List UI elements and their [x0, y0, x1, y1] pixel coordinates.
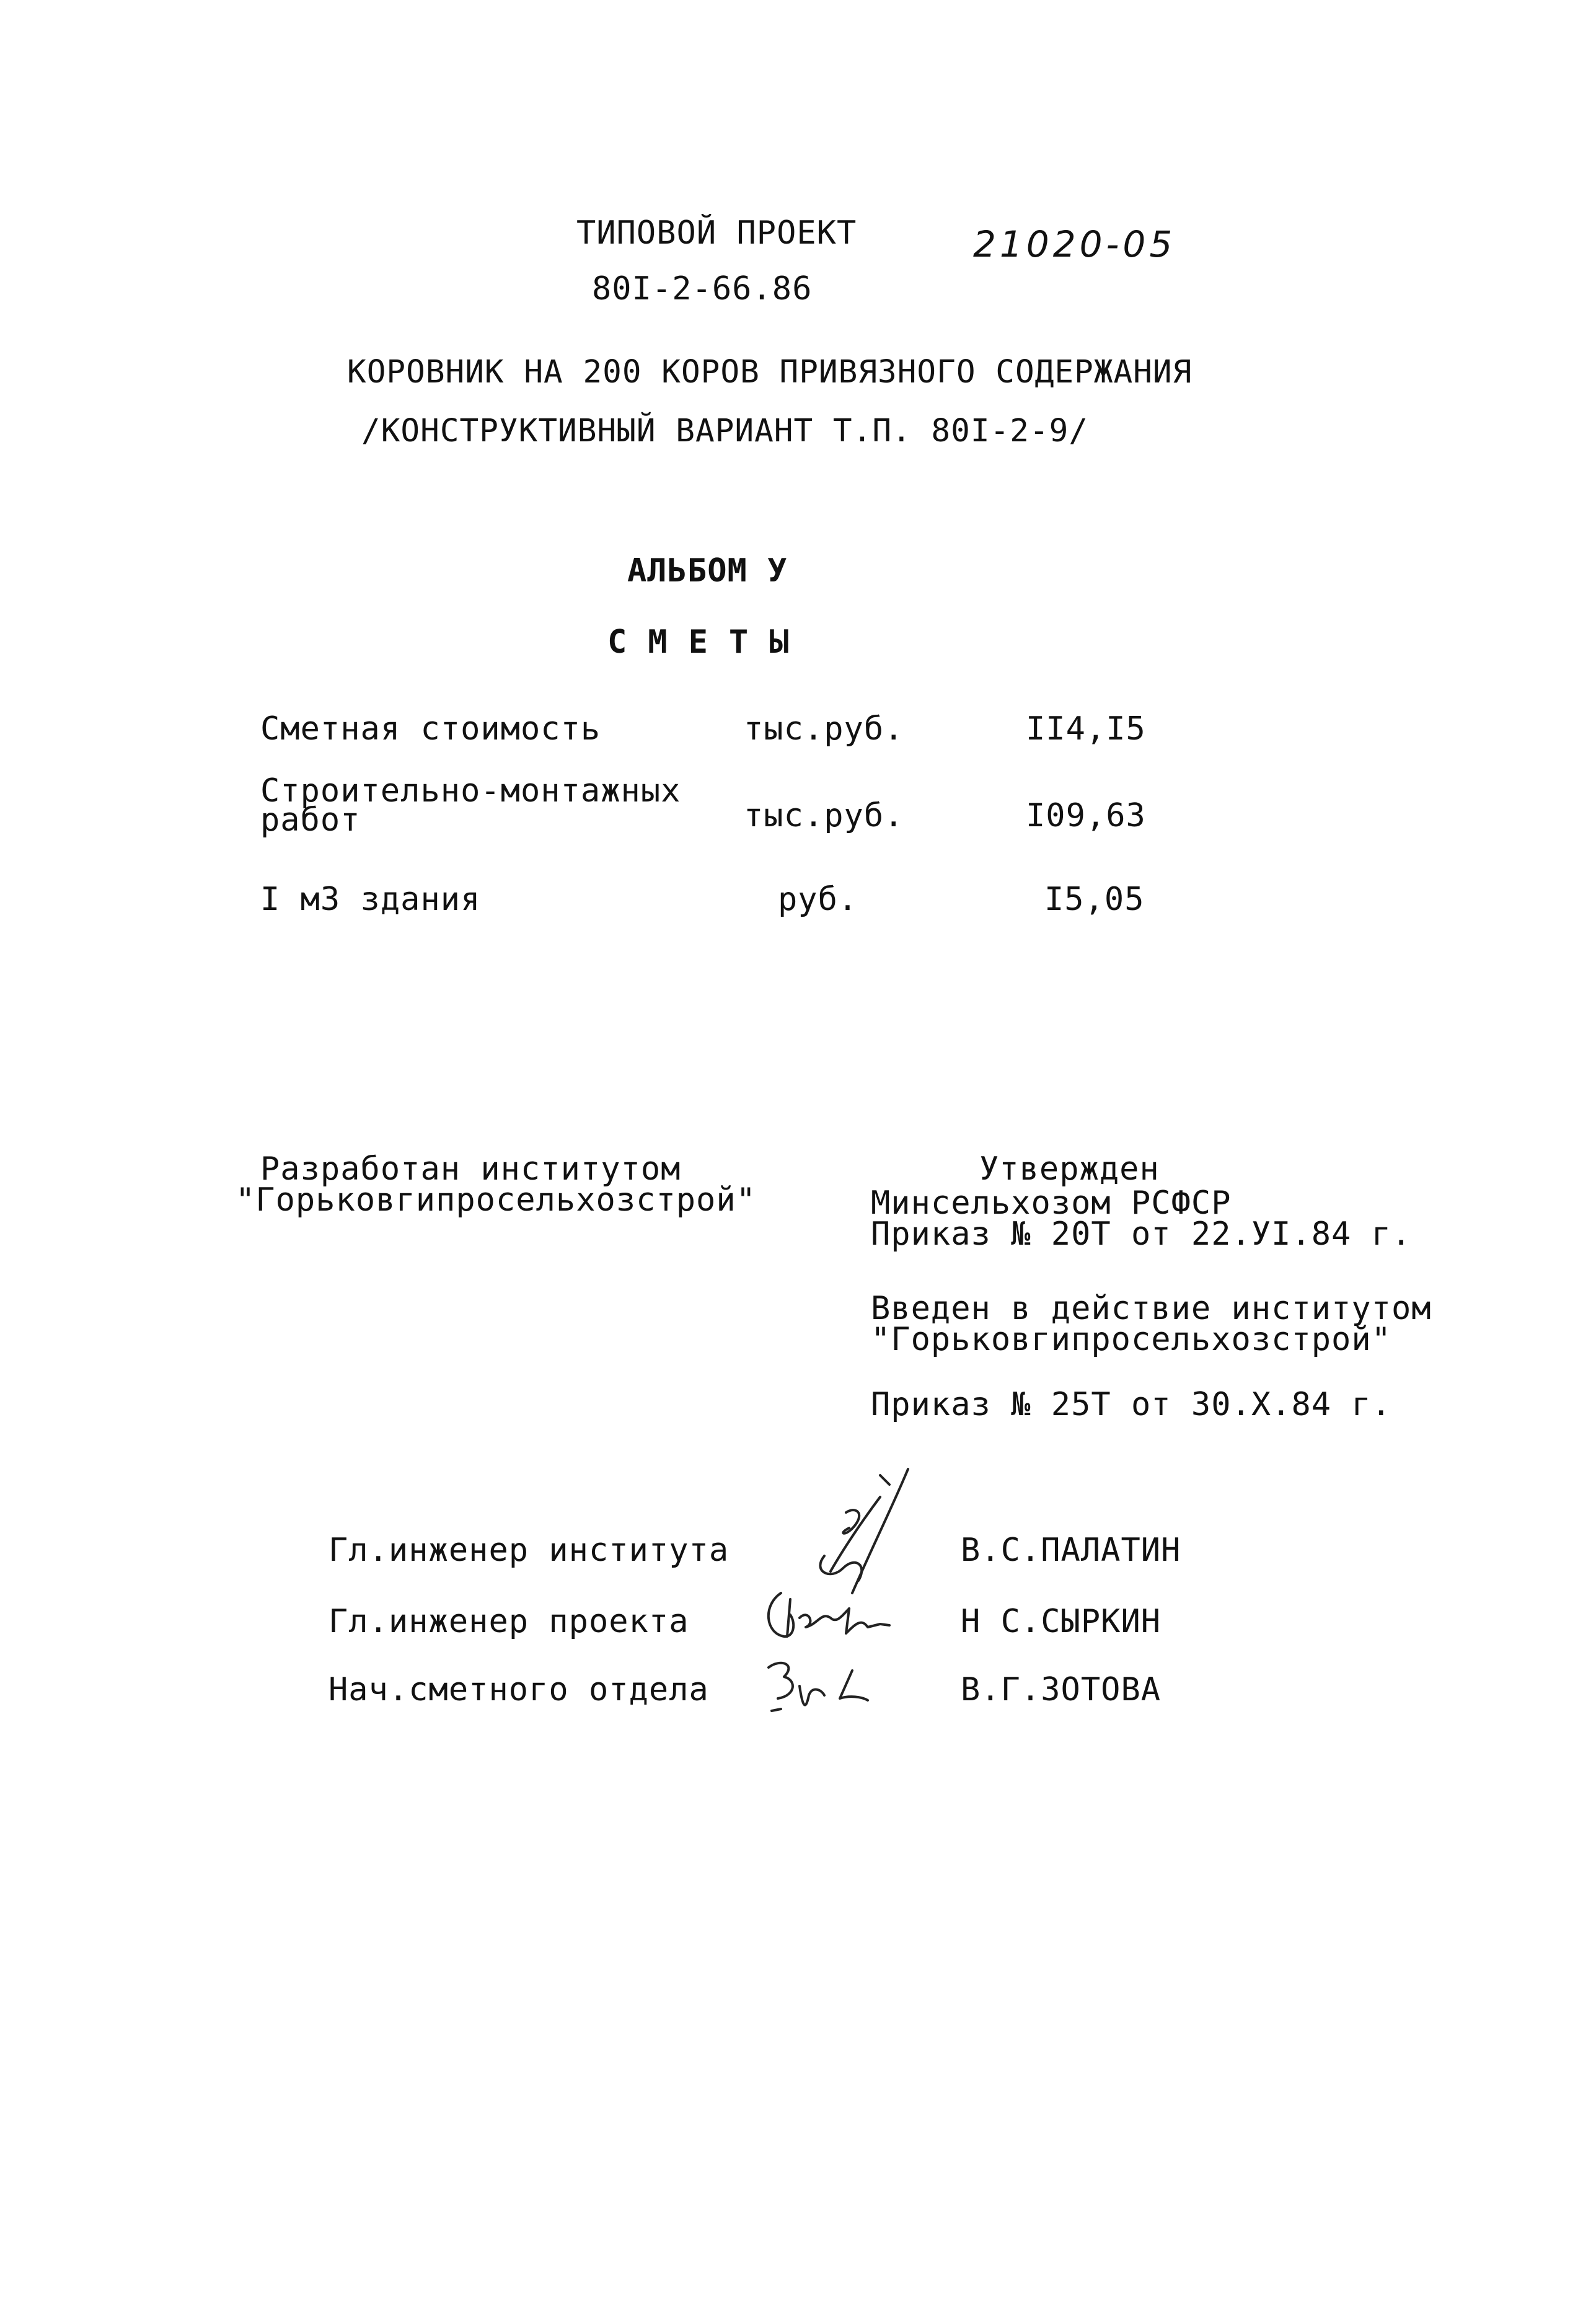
approval-order: Приказ № 20Т от 22.УI.84 г.	[871, 1216, 1412, 1253]
cost-label-3: I м3 здания	[260, 881, 481, 918]
signatory-position-1: Гл.инженер института	[328, 1532, 730, 1569]
approval-heading: Утвержден	[979, 1150, 1160, 1188]
signatory-position-2: Гл.инженер проекта	[328, 1603, 689, 1640]
signatory-position-3: Нач.сметного отдела	[328, 1671, 709, 1708]
developer-line-1: Разработан институтом	[260, 1150, 681, 1188]
cost-label-1: Сметная стоимость	[260, 710, 601, 748]
signature-2	[756, 1581, 899, 1649]
cost-value-3: I5,05	[1044, 881, 1145, 918]
cost-value-1: II4,I5	[1026, 710, 1146, 748]
doc-type: ТИПОВОЙ ПРОЕКТ	[576, 214, 857, 252]
signatory-name-1: В.С.ПАЛАТИН	[961, 1532, 1181, 1569]
album-label: АЛЬБОМ У	[627, 552, 788, 589]
signatory-name-3: В.Г.ЗОТОВА	[961, 1671, 1162, 1708]
developer-line-2: "Горьковгипросельхозстрой"	[236, 1181, 756, 1219]
title-line-2: /КОНСТРУКТИВНЫЙ ВАРИАНТ Т.П. 80I-2-9/	[361, 413, 1089, 449]
introduced-line-2: "Горьковгипросельхозстрой"	[871, 1321, 1391, 1358]
approval-by: Минсельхозом РСФСР	[871, 1185, 1232, 1222]
handwritten-code: 21020-05	[973, 223, 1176, 265]
title-line-1: КОРОВНИК НА 200 КОРОВ ПРИВЯЗНОГО СОДЕРЖАНИЯ	[347, 354, 1193, 391]
cost-unit-3: руб.	[778, 881, 858, 918]
signatory-name-2: Н С.СЫРКИН	[961, 1603, 1162, 1640]
cost-value-2: I09,63	[1026, 797, 1146, 834]
signature-3	[753, 1652, 877, 1720]
album-name: СМЕТЫ	[607, 624, 810, 661]
cost-label-2b: работ	[260, 801, 361, 839]
cost-label-2a: Строительно-монтажных	[260, 772, 681, 810]
cost-unit-1: тыс.руб.	[744, 710, 904, 748]
approval-order-2: Приказ № 25Т от 30.X.84 г.	[871, 1386, 1391, 1423]
project-number: 80I-2-66.86	[592, 270, 813, 307]
cost-unit-2: тыс.руб.	[744, 797, 904, 834]
introduced-line-1: Введен в действие институтом	[871, 1290, 1432, 1327]
